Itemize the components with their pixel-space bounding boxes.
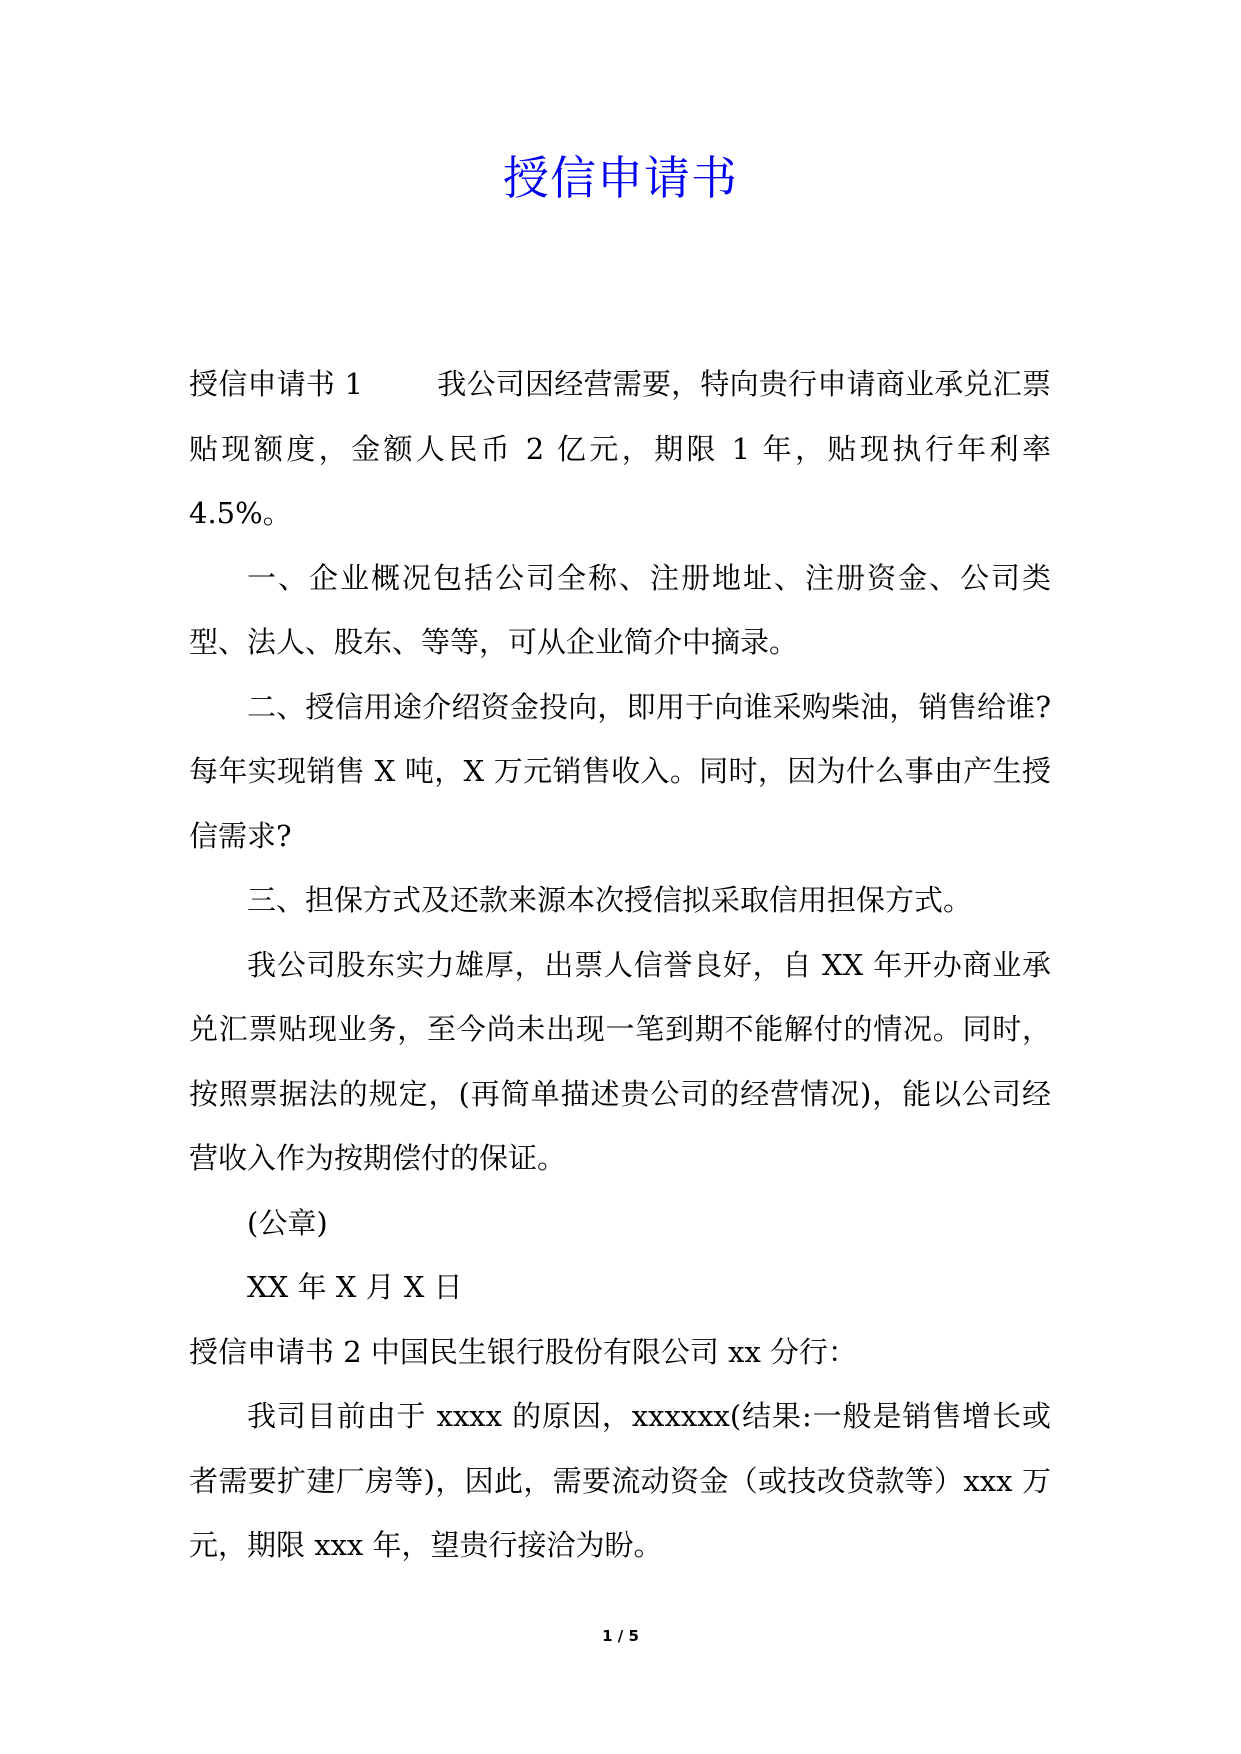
paragraph-4: 三、担保方式及还款来源本次授信拟采取信用担保方式。 <box>247 883 973 917</box>
page-number: 1 / 5 <box>602 1627 639 1645</box>
paragraph-6-seal: (公章) <box>247 1205 328 1240</box>
paragraph-3: 二、授信用途介绍资金投向，即用于向谁采购柴油，销售给谁?每年实现销售 X 吨，X 万元销售收入。同时，因为什么事由产生授信需求? <box>189 689 1051 853</box>
paragraph-1 <box>189 352 1051 546</box>
paragraph-5: 我公司股东实力雄厚，出票人信誉良好，自 XX 年开办商业承兑汇票贴现业务，至今尚未出现一笔到期不能解付的情况。同时，按照票据法的规定，(再简单描述贵公司的经营情况)，能以公司经营收入作为按期偿付的保证。 <box>189 947 1051 1175</box>
document-title: 授信申请书 <box>503 151 738 205</box>
paragraph-1-heading: 授信申请书 1 <box>189 367 364 401</box>
paragraph-7-date: XX 年 X 月 X 日 <box>247 1270 463 1304</box>
document-body <box>189 352 1051 1578</box>
paragraph-1-text: 我公司因经营需要，特向贵行申请商业承兑汇票贴现额度，金额人民币 2 亿元，期限 1 年，贴现执行年利率 4.5%。 <box>189 367 1051 530</box>
paragraph-9: 我司目前由于 xxxx 的原因，xxxxxx(结果:一般是销售增长或者需要扩建厂房等)，因此，需要流动资金（或技改贷款等）xxx 万元，期限 xxx 年，望贵行接洽为盼。 <box>189 1399 1051 1562</box>
paragraph-8: 授信申请书 2 中国民生银行股份有限公司 xx 分行： <box>189 1334 858 1369</box>
paragraph-2: 一、企业概况包括公司全称、注册地址、注册资金、公司类型、法人、股东、等等，可从企业简介中摘录。 <box>189 560 1051 659</box>
